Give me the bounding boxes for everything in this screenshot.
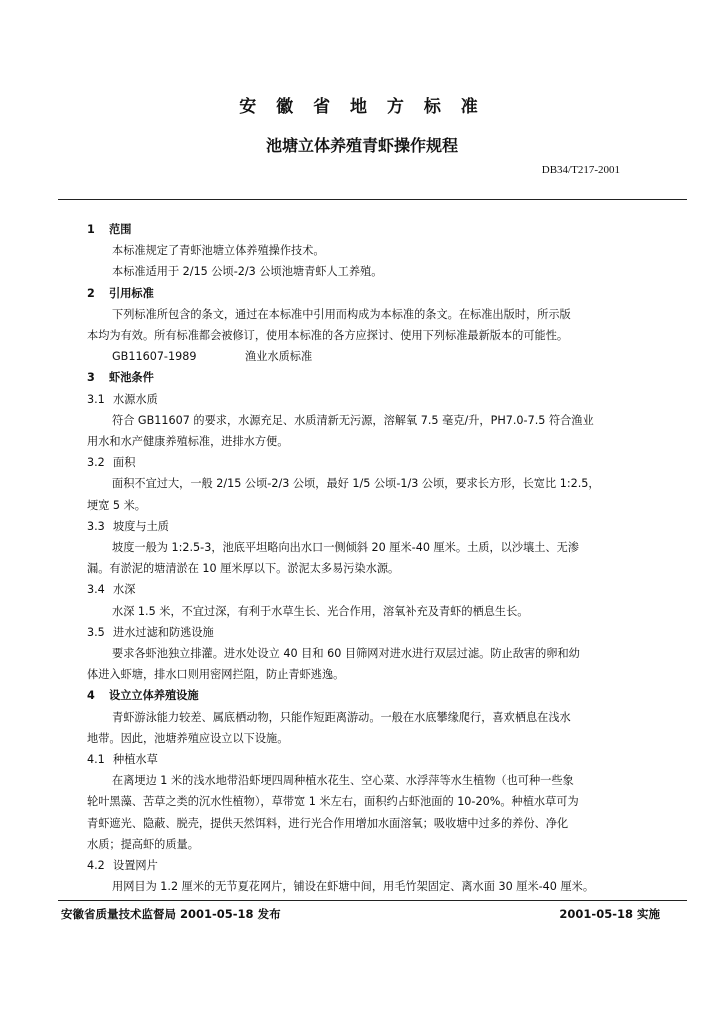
subsection-3-2-heading <box>87 452 647 473</box>
subsection-title: 种植水草 <box>113 753 158 767</box>
reference-code: GB11607-1989 <box>112 350 197 364</box>
document-body <box>87 219 647 898</box>
subsection-title: 水源水质 <box>113 392 158 406</box>
paragraph-line: 轮叶黑藻、苦草之类的沉水性植物），草带宽 1 米左右，面积约占虾池面的 10-20%。种植水草可为 <box>87 795 579 809</box>
subsection-title: 面积 <box>113 456 136 470</box>
subsection-number: 3.5 <box>87 625 105 639</box>
section-4-heading <box>87 685 647 706</box>
standard-number: DB34/T217-2001 <box>541 164 620 176</box>
section-title: 范围 <box>109 223 132 236</box>
reference-entry <box>87 346 647 367</box>
section-number: 4 <box>87 689 95 703</box>
subsection-number: 3.1 <box>87 392 105 406</box>
section-1-heading <box>87 219 647 240</box>
paragraph-line: 体进入虾塘，排水口则用密网拦阻，防止青虾逃逸。 <box>87 668 345 682</box>
footer-rule <box>58 900 687 901</box>
subsection-number: 3.3 <box>87 519 105 533</box>
section-title: 设立立体养殖设施 <box>109 689 199 703</box>
section-3-heading <box>87 367 647 388</box>
subsection-number: 3.4 <box>87 583 105 597</box>
subsection-title: 坡度与土质 <box>113 519 169 533</box>
subsection-3-3-heading <box>87 516 647 537</box>
paragraph-line: 在离埂边 1 米的浅水地带沿虾埂四周种植水花生、空心菜、水浮萍等水生植物（也可种一些象 <box>112 774 574 788</box>
section-title: 虾池条件 <box>109 371 154 385</box>
paragraph-line: 水深 1.5 米，不宜过深，有利于水草生长、光合作用，溶氧补充及青虾的栖息生长。 <box>112 604 529 618</box>
section-2-heading <box>87 283 647 304</box>
section-title: 引用标准 <box>109 286 154 300</box>
paragraph-line: 本均为有效。所有标准都会被修订，使用本标准的各方应探讨、使用下列标准最新版本的可能性。 <box>87 329 569 343</box>
paragraph-line: 水质；提高虾的质量。 <box>87 837 199 851</box>
paragraph-line: 青虾游泳能力较差、属底栖动物，只能作短距离游动。一般在水底攀缘爬行，喜欢栖息在浅水 <box>112 710 571 724</box>
section-number: 1 <box>87 223 95 236</box>
paragraph-line: 面积不宜过大，一般 2/15 公顷-2/3 公顷，最好 1/5 公顷-1/3 公顷，要求长方形，长宽比 1:2.5， <box>112 477 600 491</box>
subsection-4-2-heading <box>87 855 647 876</box>
subsection-4-1-heading <box>87 749 647 770</box>
header-rule <box>58 199 687 200</box>
subsection-number: 3.2 <box>87 456 105 470</box>
paragraph-line: 地带。因此，池塘养殖应设立以下设施。 <box>87 731 289 745</box>
paragraph-line: 漏。有淤泥的塘清淤在 10 厘米厚以下。淤泥太多易污染水源。 <box>87 562 400 576</box>
subsection-title: 设置网片 <box>113 859 158 873</box>
paragraph-line: 符合 GB11607 的要求，水源充足、水质清新无污源，溶解氧 7.5 毫克/升，PH7.0-7.5 符合渔业 <box>112 413 594 427</box>
subsection-3-1-heading <box>87 389 647 410</box>
subsection-number: 4.1 <box>87 753 105 767</box>
paragraph-line: 青虾遮光、隐蔽、脱壳，提供天然饵料，进行光合作用增加水面溶氧；吸收塘中过多的养份、净化 <box>87 816 569 830</box>
section-number: 3 <box>87 371 95 385</box>
paragraph-line: 用网目为 1.2 厘米的无节夏花网片，铺设在虾塘中间，用毛竹架固定、离水面 30 厘米-40 厘米。 <box>112 880 595 894</box>
effective-date-line: 2001-05-18 实施 <box>559 907 660 921</box>
subsection-title: 水深 <box>113 583 136 597</box>
subsection-number: 4.2 <box>87 859 105 873</box>
paragraph-line: 要求各虾池独立排灌。进水处设立 40 目和 60 目筛网对进水进行双层过滤。防止敌害的卵和幼 <box>112 647 580 661</box>
subsection-3-5-heading <box>87 622 647 643</box>
paragraph: 本标准规定了青虾池塘立体养殖操作技术。 <box>112 244 325 258</box>
reference-name: 渔业水质标准 <box>245 350 313 364</box>
document-title: 安 徽 省 地 方 标 准 <box>239 97 485 117</box>
section-number: 2 <box>87 286 95 300</box>
document-subtitle: 池塘立体养殖青虾操作规程 <box>265 136 458 155</box>
subsection-3-4-heading <box>87 579 647 600</box>
paragraph-line: 下列标准所包含的条文，通过在本标准中引用而构成为本标准的条文。在标准出版时，所示版 <box>112 307 571 321</box>
paragraph-line: 坡度一般为 1:2.5-3，池底平坦略向出水口一侧倾斜 20 厘米-40 厘米。土质，以沙壤土、无渗 <box>112 541 579 555</box>
paragraph-line: 埂宽 5 米。 <box>87 498 146 512</box>
subsection-title: 进水过滤和防逃设施 <box>113 625 214 639</box>
issuer-line: 安徽省质量技术监督局 2001-05-18 发布 <box>61 907 281 921</box>
paragraph: 本标准适用于 2/15 公顷-2/3 公顷池塘青虾人工养殖。 <box>112 265 383 279</box>
paragraph-line: 用水和水产健康养殖标准，进排水方便。 <box>87 435 289 449</box>
